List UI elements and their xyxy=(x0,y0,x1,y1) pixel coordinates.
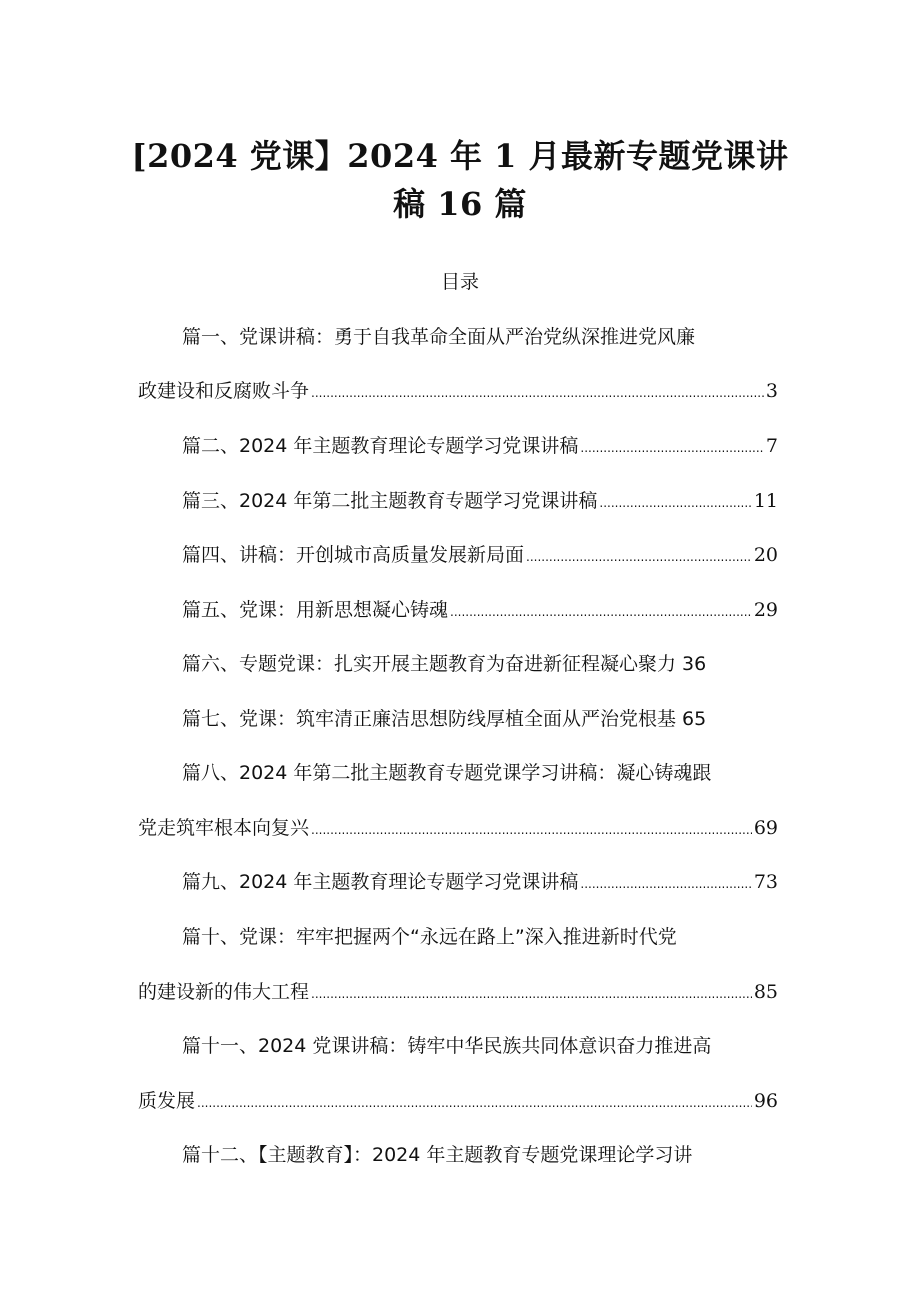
toc-entry-text: 篇十一、2024 党课讲稿：铸牢中华民族共同体意识奋力推进高 xyxy=(182,1035,712,1057)
toc-leader xyxy=(450,598,752,624)
toc-entry-text: 篇九、2024 年主题教育理论专题学习党课讲稿 xyxy=(182,871,579,893)
toc-entry[interactable] xyxy=(138,978,778,1006)
toc-entry-text: 篇一、党课讲稿：勇于自我革命全面从严治党纵深推进党风廉 xyxy=(182,326,696,348)
title-line-1: [2024 党课】2024 年 1 月最新专题党课讲 xyxy=(131,137,789,175)
toc-entry[interactable] xyxy=(138,377,778,405)
toc-leader xyxy=(580,434,764,460)
toc-page-number: 85 xyxy=(753,981,778,1003)
toc-entry[interactable] xyxy=(182,868,778,896)
toc-entry-text: 篇二、2024 年主题教育理论专题学习党课讲稿 xyxy=(182,435,579,457)
toc-entry-text: 党走筑牢根本向复兴 xyxy=(138,817,310,839)
toc-entry-text: 的建设新的伟大工程 xyxy=(138,981,310,1003)
toc-entry[interactable] xyxy=(182,487,778,515)
toc-entry-text: 质发展 xyxy=(138,1090,196,1112)
toc-leader xyxy=(311,816,752,842)
toc-entry[interactable] xyxy=(182,759,772,787)
toc-entry-text: 政建设和反腐败斗争 xyxy=(138,380,310,402)
toc-entry[interactable] xyxy=(138,1087,778,1115)
toc-entry-text: 篇十、党课：牢牢把握两个“永远在路上”深入推进新时代党 xyxy=(182,926,677,948)
toc-leader xyxy=(526,543,752,569)
document-title xyxy=(0,132,920,228)
toc-entry[interactable] xyxy=(138,814,778,842)
toc-entry-text: 篇四、讲稿：开创城市高质量发展新局面 xyxy=(182,544,525,566)
toc-page-number: 20 xyxy=(753,544,778,566)
toc-entry-text: 篇七、党课：筑牢清正廉洁思想防线厚植全面从严治党根基 65 xyxy=(182,708,707,730)
toc-entry-text: 篇六、专题党课：扎实开展主题教育为奋进新征程凝心聚力 36 xyxy=(182,653,707,675)
toc-leader xyxy=(580,870,751,896)
toc-page-number: 96 xyxy=(753,1090,778,1112)
toc-entry[interactable] xyxy=(182,1032,742,1060)
toc-entry[interactable] xyxy=(182,596,778,624)
toc-leader xyxy=(311,980,752,1006)
toc-entry[interactable] xyxy=(182,323,742,351)
toc-page-number: 69 xyxy=(753,817,778,839)
toc-page-number: 73 xyxy=(753,871,778,893)
toc-entry[interactable] xyxy=(182,1141,742,1169)
title-line-2: 稿 16 篇 xyxy=(393,185,527,223)
toc-entry[interactable] xyxy=(182,432,778,460)
toc-entry-text: 篇五、党课：用新思想凝心铸魂 xyxy=(182,599,449,621)
toc-page-number: 11 xyxy=(753,490,778,512)
toc-entry[interactable] xyxy=(182,705,772,733)
toc-entry-text: 篇三、2024 年第二批主题教育专题学习党课讲稿 xyxy=(182,490,598,512)
toc-entry[interactable] xyxy=(182,923,742,951)
toc-leader xyxy=(599,489,751,515)
toc-leader xyxy=(311,379,764,405)
toc-page-number: 3 xyxy=(765,380,778,402)
toc-entry-text: 篇八、2024 年第二批主题教育专题党课学习讲稿：凝心铸魂跟 xyxy=(182,762,712,784)
toc-entry-text: 篇十二、【主题教育】：2024 年主题教育专题党课理论学习讲 xyxy=(182,1144,693,1166)
toc-page-number: 29 xyxy=(753,599,778,621)
toc-heading: 目录 xyxy=(440,271,479,293)
toc-entry[interactable] xyxy=(182,650,772,678)
toc-entry[interactable] xyxy=(182,541,778,569)
toc-leader xyxy=(197,1089,752,1115)
toc-page-number: 7 xyxy=(765,435,778,457)
